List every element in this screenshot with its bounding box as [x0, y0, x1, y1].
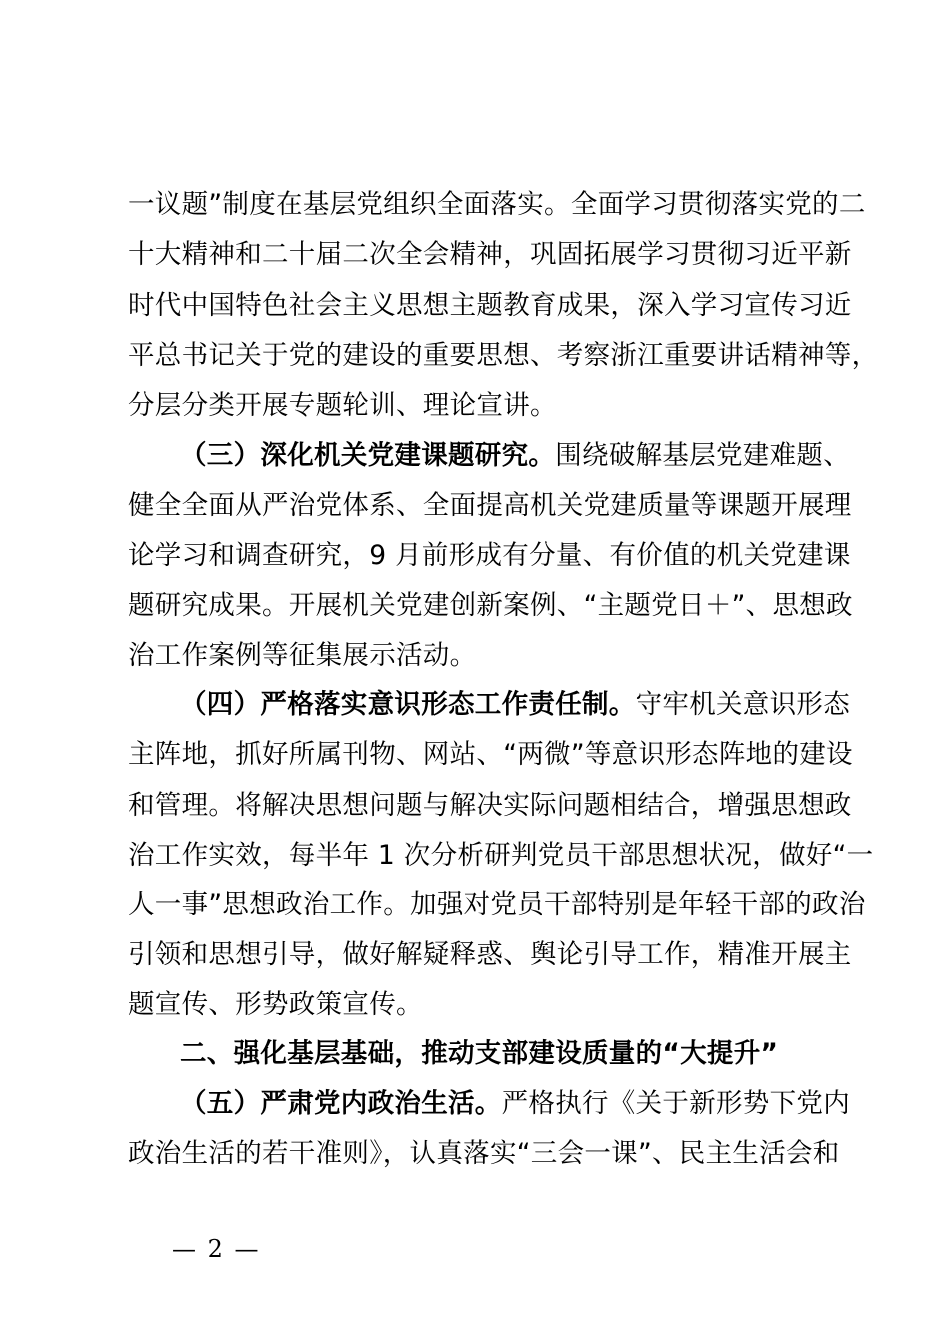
paragraph-line: 论学习和调查研究，9 月前形成有分量、有价值的机关党建课 [128, 540, 851, 571]
paragraph-line: 题宣传、形势政策宣传。 [128, 989, 423, 1020]
paragraph-line: 人一事”思想政治工作。加强对党员干部特别是年轻干部的政治 [128, 889, 866, 920]
paragraph-line: 治工作实效，每半年 1 次分析研判党员干部思想状况，做好“一 [128, 840, 874, 871]
paragraph-line: 时代中国特色社会主义思想主题教育成果，深入学习宣传习近 [128, 290, 852, 321]
paragraph-text: 围绕破解基层党建难题、 [555, 440, 851, 471]
paragraph-text: 严格执行《关于新形势下党内 [501, 1088, 851, 1119]
paragraph-line: 引领和思想引导，做好解疑释惑、舆论引导工作，精准开展主 [128, 939, 852, 970]
paragraph-line: 十大精神和二十届二次全会精神，巩固拓展学习贯彻习近平新 [128, 239, 852, 270]
paragraph-line: 健全全面从严治党体系、全面提高机关党建质量等课题开展理 [128, 490, 852, 521]
subsection-heading: （四）严格落实意识形态工作责任制。 [180, 689, 636, 720]
paragraph-text: 守牢机关意识形态 [635, 689, 851, 720]
paragraph-line [180, 688, 850, 722]
paragraph-line: 政治生活的若干准则》，认真落实“三会一课”、民主生活会和 [128, 1138, 840, 1169]
paragraph-line: 题研究成果。开展机关党建创新案例、“主题党日＋”、思想政 [128, 590, 853, 621]
paragraph-line: 主阵地，抓好所属刊物、网站、“两微”等意识形态阵地的建设 [128, 739, 853, 770]
paragraph-line: 一议题”制度在基层党组织全面落实。全面学习贯彻落实党的二 [128, 189, 866, 220]
page-number: — 2 — [172, 1235, 261, 1263]
subsection-heading: （五）严肃党内政治生活。 [180, 1088, 502, 1119]
paragraph-line: 和管理。将解决思想问题与解决实际问题相结合，增强思想政 [128, 790, 852, 821]
paragraph-line: 治工作案例等征集展示活动。 [128, 640, 477, 671]
paragraph-line [180, 439, 850, 473]
paragraph-line [180, 1087, 850, 1121]
paragraph-line: 平总书记关于党的建设的重要思想、考察浙江重要讲话精神等， [128, 340, 879, 371]
section-heading: 二、强化基层基础，推动支部建设质量的“大提升” [180, 1038, 779, 1069]
subsection-heading: （三）深化机关党建课题研究。 [180, 440, 556, 471]
paragraph-line: 分层分类开展专题轮训、理论宣讲。 [128, 390, 557, 421]
